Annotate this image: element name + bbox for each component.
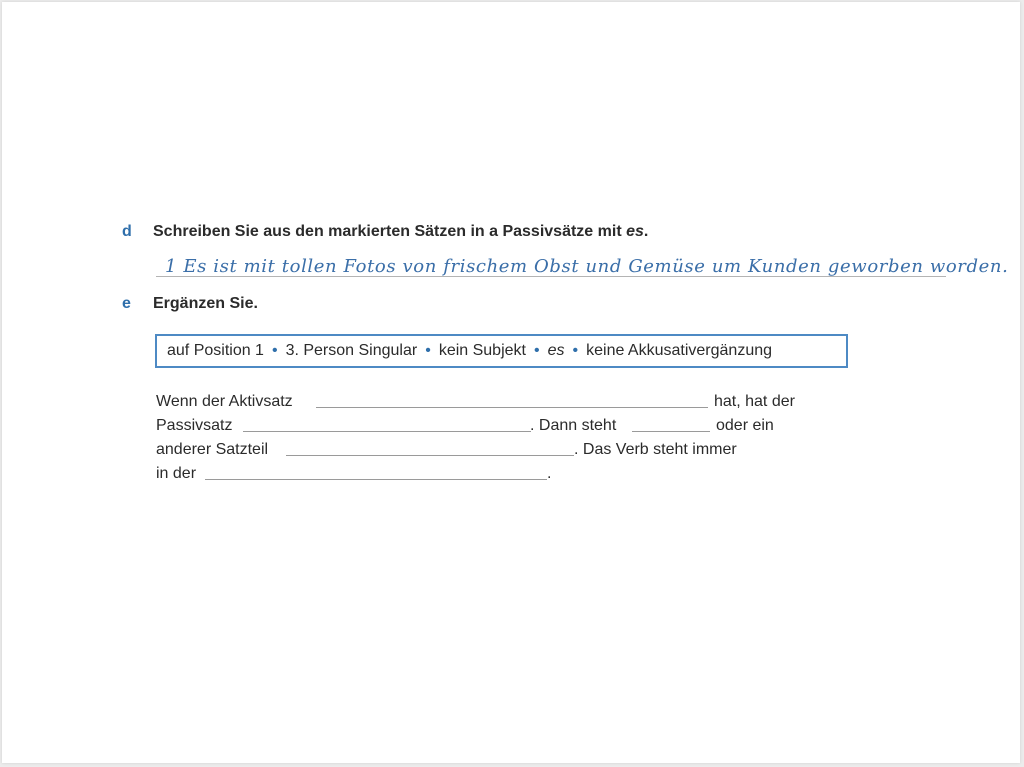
handwritten-answer: 1 Es ist mit tollen Fotos von frischem Obst und Gemüse um Kunden geworben worden. bbox=[165, 256, 1009, 277]
separator-dot: • bbox=[425, 342, 431, 359]
cloze-text-segment: Passivsatz bbox=[156, 417, 233, 434]
task-d-instruction-end: . bbox=[643, 223, 649, 240]
task-e-instruction: Ergänzen Sie. bbox=[153, 295, 258, 312]
word-bank-box bbox=[155, 334, 848, 368]
blank-field-5[interactable] bbox=[205, 479, 547, 480]
task-e-letter: e bbox=[122, 295, 131, 312]
word-bank-item: 3. Person Singular bbox=[285, 342, 418, 359]
blank-field-1[interactable] bbox=[316, 407, 708, 408]
cloze-text-segment: hat, hat der bbox=[714, 393, 795, 410]
blank-field-3[interactable] bbox=[632, 431, 710, 432]
cloze-text-segment: anderer Satzteil bbox=[156, 441, 269, 458]
task-d-instruction-italic: es bbox=[626, 223, 644, 240]
cloze-text-segment: in der bbox=[156, 465, 197, 482]
cloze-text-segment: oder ein bbox=[716, 417, 774, 434]
word-bank-item: auf Position 1 bbox=[167, 342, 264, 359]
word-bank-item: es bbox=[547, 342, 565, 359]
cloze-text-segment: . Dann steht bbox=[530, 417, 617, 434]
separator-dot: • bbox=[572, 342, 579, 359]
separator-dot: • bbox=[533, 342, 540, 359]
blank-field-4[interactable] bbox=[286, 455, 574, 456]
word-bank-item: keine Akkusativergänzung bbox=[586, 342, 773, 359]
task-d-instruction-main: Schreiben Sie aus den markierten Sätzen in a Passivsätze mit bbox=[153, 223, 627, 240]
cloze-text-segment: . bbox=[547, 465, 552, 482]
blank-field-2[interactable] bbox=[243, 431, 531, 432]
task-d-letter: d bbox=[122, 223, 132, 240]
cloze-text-segment: . Das Verb steht immer bbox=[574, 441, 737, 458]
word-bank-item: kein Subjekt bbox=[438, 342, 526, 359]
task-d-instruction bbox=[153, 223, 648, 241]
cloze-text-segment: Wenn der Aktivsatz bbox=[156, 393, 293, 410]
separator-dot: • bbox=[271, 342, 278, 359]
worksheet-page bbox=[2, 2, 1020, 763]
